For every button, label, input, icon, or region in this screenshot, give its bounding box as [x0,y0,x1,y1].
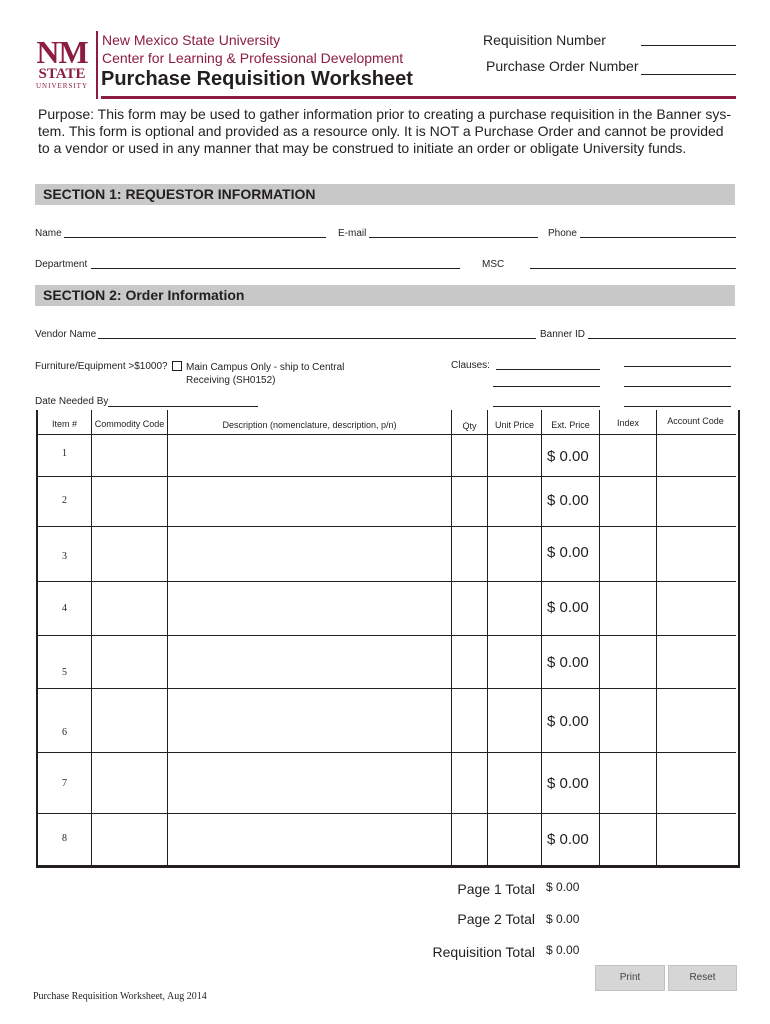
row-item-number: 6 [62,727,67,738]
section1-title: SECTION 1: REQUESTOR INFORMATION [43,186,316,202]
requisition-number-field[interactable] [641,45,736,46]
col-divider [599,410,600,865]
email-field[interactable] [369,237,538,238]
col-divider [656,410,657,865]
section2-header [35,285,735,306]
col-divider [91,410,92,865]
vendor-name-label: Vendor Name [35,329,97,340]
purchase-order-number-label: Purchase Order Number [486,58,639,74]
row-ext-price: $ 0.00 [547,831,589,848]
row-item-number: 1 [62,448,67,459]
page-title: Purchase Requisition Worksheet [101,68,413,90]
print-button[interactable]: Print [595,965,665,991]
section1-header [35,184,735,205]
row-divider [38,526,736,527]
row-divider [38,581,736,582]
org-department: Center for Learning & Professional Development [102,50,404,66]
date-needed-field[interactable] [108,406,258,407]
row-item-number: 4 [62,603,67,614]
banner-id-label: Banner ID [540,329,586,340]
logo-university-text: UNIVERSITY [36,82,88,90]
row-ext-price: $ 0.00 [547,599,589,616]
row-item-number: 8 [62,833,67,844]
clause-field-4[interactable] [624,386,731,387]
row-divider [38,476,736,477]
page2-total-label: Page 2 Total [457,911,535,927]
row-divider [38,434,736,435]
col-header-description: Description (nomenclature, description, p/n) [222,420,397,430]
page1-total-label: Page 1 Total [457,881,535,897]
name-label: Name [35,228,62,239]
banner-id-field[interactable] [588,338,736,339]
section2-title: SECTION 2: Order Information [43,287,245,303]
clause-field-1[interactable] [496,369,600,370]
department-field[interactable] [91,268,460,269]
requisition-total-value: $ 0.00 [546,943,580,957]
reset-button[interactable]: Reset [668,965,737,991]
date-needed-label: Date Needed By [35,396,109,407]
col-header-item: Item # [51,419,77,429]
row-ext-price: $ 0.00 [547,654,589,671]
row-item-number: 5 [62,667,67,678]
page2-total-value: $ 0.00 [546,912,580,926]
col-header-account-code: Account Code [667,416,724,426]
row-item-number: 7 [62,778,67,789]
row-divider [38,635,736,636]
logo-nm-text: NM [36,34,88,70]
col-divider [541,410,542,865]
row-divider [38,752,736,753]
main-campus-checkbox[interactable] [172,361,182,371]
nmsu-logo [33,34,91,94]
requisition-number-label: Requisition Number [483,32,606,48]
row-divider [38,813,736,814]
col-header-unit-price: Unit Price [494,420,534,430]
email-label: E-mail [338,228,367,239]
phone-label: Phone [548,228,577,239]
col-divider [451,410,452,865]
col-header-index: Index [616,418,640,428]
name-field[interactable] [64,237,326,238]
col-divider [167,410,168,865]
clause-field-6[interactable] [624,406,731,407]
purpose-text: Purpose: This form may be used to gather information prior to creating a purchase requisition in the Banner sys-tem. This form is optional and provided as a resource only. It is NOT a Purchase Order and cannot be provided to a vendor or used in any manner that may be construed to initiate an order or obligate University funds. [38,106,732,156]
main-campus-label: Main Campus Only - ship to Central [186,362,345,373]
phone-field[interactable] [580,237,736,238]
purchase-order-number-field[interactable] [641,74,736,75]
title-rule [101,96,736,99]
row-ext-price: $ 0.00 [547,713,589,730]
department-label: Department [35,259,88,270]
row-ext-price: $ 0.00 [547,492,589,509]
row-ext-price: $ 0.00 [547,448,589,465]
msc-field[interactable] [530,268,736,269]
msc-label: MSC [482,259,505,270]
clause-field-3[interactable] [493,386,600,387]
page1-total-value: $ 0.00 [546,880,580,894]
clause-field-2[interactable] [624,366,731,367]
col-header-qty: Qty [462,421,477,431]
header-divider [96,31,98,99]
row-item-number: 3 [62,551,67,562]
row-ext-price: $ 0.00 [547,775,589,792]
col-header-commodity-code: Commodity Code [94,419,165,429]
requisition-total-label: Requisition Total [432,944,535,960]
row-divider [38,688,736,689]
row-item-number: 2 [62,495,67,506]
vendor-name-field[interactable] [98,338,536,339]
col-divider [487,410,488,865]
row-ext-price: $ 0.00 [547,544,589,561]
items-table [36,410,740,868]
col-header-ext-price: Ext. Price [551,420,590,430]
logo-state-text: STATE [38,66,86,82]
clause-field-5[interactable] [493,406,600,407]
main-campus-label-line2: Receiving (SH0152) [186,375,276,386]
org-name: New Mexico State University [102,32,281,48]
footer-text: Purchase Requisition Worksheet, Aug 2014 [33,991,207,1002]
furniture-equipment-label: Furniture/Equipment >$1000? [35,361,168,372]
clauses-label: Clauses: [451,360,490,371]
